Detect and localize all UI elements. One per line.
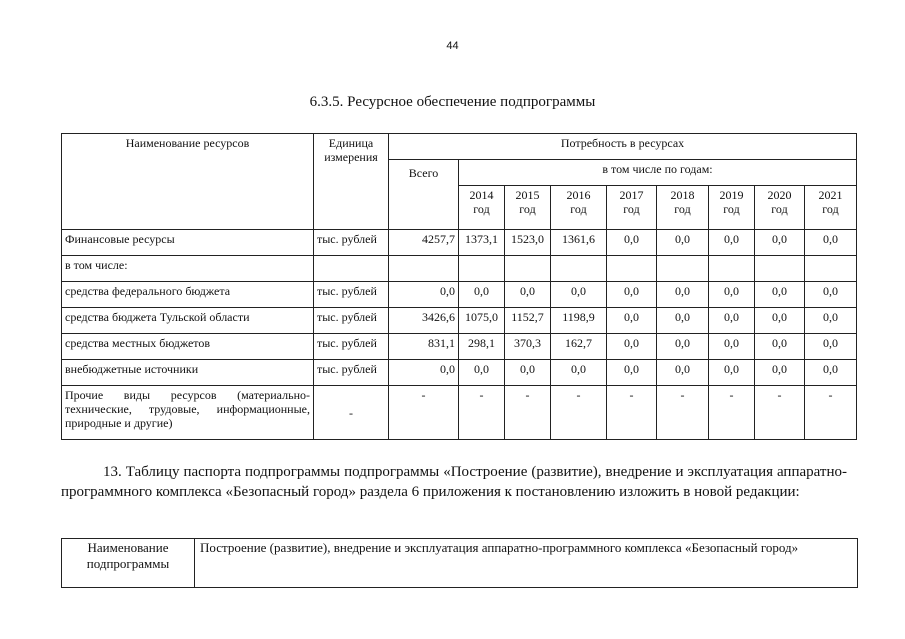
row-unit: - xyxy=(314,386,389,440)
row-value-2021: 0,0 xyxy=(805,282,857,308)
row-value-2014: - xyxy=(459,386,505,440)
row-value-2018: 0,0 xyxy=(657,308,709,334)
year-label: 2014 xyxy=(469,188,494,202)
row-value-2016: 0,0 xyxy=(551,282,607,308)
year-label: 2018 xyxy=(670,188,695,202)
row-value-2019: 0,0 xyxy=(709,282,755,308)
year-label: 2021 xyxy=(818,188,843,202)
row-value-2015: 0,0 xyxy=(505,282,551,308)
year-suffix: год xyxy=(570,202,587,216)
row-value-2015: 1152,7 xyxy=(505,308,551,334)
row-unit: тыс. рублей xyxy=(314,230,389,256)
table-row xyxy=(62,256,857,282)
row-value-2018: 0,0 xyxy=(657,334,709,360)
row-value-2019: 0,0 xyxy=(709,360,755,386)
header-year-2020 xyxy=(755,186,805,230)
header-year-2019 xyxy=(709,186,755,230)
row-value-2018: 0,0 xyxy=(657,230,709,256)
row-value-2016: 162,7 xyxy=(551,334,607,360)
row-value-2015 xyxy=(505,256,551,282)
year-suffix: год xyxy=(473,202,490,216)
row-value-2017 xyxy=(607,256,657,282)
row-value-2015: 1523,0 xyxy=(505,230,551,256)
row-value-2014: 1373,1 xyxy=(459,230,505,256)
row-total: 831,1 xyxy=(389,334,459,360)
header-total: Всего xyxy=(389,160,459,230)
year-suffix: год xyxy=(771,202,788,216)
row-value-2016: 1198,9 xyxy=(551,308,607,334)
row-name: Прочие виды ресурсов (материально-технические, трудовые, информационные, природные и другие) xyxy=(62,386,314,440)
header-year-2014 xyxy=(459,186,505,230)
table-row xyxy=(62,230,857,256)
table-row xyxy=(62,386,857,440)
header-need: Потребность в ресурсах xyxy=(389,134,857,160)
row-value-2015: - xyxy=(505,386,551,440)
year-label: 2017 xyxy=(619,188,644,202)
row-value-2020: 0,0 xyxy=(755,308,805,334)
row-value-2014: 0,0 xyxy=(459,360,505,386)
table-row xyxy=(62,360,857,386)
header-year-2017 xyxy=(607,186,657,230)
row-value-2020 xyxy=(755,256,805,282)
year-suffix: год xyxy=(623,202,640,216)
paragraph-text: 13. Таблицу паспорта подпрограммы подпрограммы «Построение (развитие), внедрение и эксплуатация аппаратно-программного комплекса «Безопасный город» раздела 6 приложения к постановлению изложить в новой редакции: xyxy=(61,464,847,500)
row-value-2016: 1361,6 xyxy=(551,230,607,256)
year-suffix: год xyxy=(822,202,839,216)
year-label: 2016 xyxy=(566,188,591,202)
row-value-2019: 0,0 xyxy=(709,308,755,334)
row-value-2019: - xyxy=(709,386,755,440)
row-total: 0,0 xyxy=(389,282,459,308)
row-value-2017: 0,0 xyxy=(607,334,657,360)
header-year-2015 xyxy=(505,186,551,230)
resource-table xyxy=(61,133,857,440)
year-suffix: год xyxy=(723,202,740,216)
row-value-2016: - xyxy=(551,386,607,440)
row-unit: тыс. рублей xyxy=(314,282,389,308)
page-number: 44 xyxy=(446,40,459,52)
year-label: 2020 xyxy=(767,188,792,202)
passport-label: Наименование подпрограммы xyxy=(62,539,195,588)
section-title: 6.3.5. Ресурсное обеспечение подпрограммы xyxy=(309,94,596,110)
row-value-2020: 0,0 xyxy=(755,230,805,256)
year-label: 2019 xyxy=(719,188,744,202)
row-unit: тыс. рублей xyxy=(314,334,389,360)
row-value-2019: 0,0 xyxy=(709,334,755,360)
passport-table xyxy=(61,538,858,588)
row-value-2014: 0,0 xyxy=(459,282,505,308)
year-suffix: год xyxy=(674,202,691,216)
row-name: в том числе: xyxy=(62,256,314,282)
row-value-2018 xyxy=(657,256,709,282)
row-value-2020: - xyxy=(755,386,805,440)
header-year-2021 xyxy=(805,186,857,230)
row-value-2020: 0,0 xyxy=(755,282,805,308)
paragraph-13 xyxy=(61,462,847,502)
row-value-2021: 0,0 xyxy=(805,308,857,334)
row-value-2020: 0,0 xyxy=(755,334,805,360)
row-value-2018: 0,0 xyxy=(657,282,709,308)
row-value-2016: 0,0 xyxy=(551,360,607,386)
row-total: 3426,6 xyxy=(389,308,459,334)
row-value-2017: - xyxy=(607,386,657,440)
row-value-2017: 0,0 xyxy=(607,360,657,386)
table-row xyxy=(62,282,857,308)
row-value-2015: 0,0 xyxy=(505,360,551,386)
row-name: средства бюджета Тульской области xyxy=(62,308,314,334)
row-value-2017: 0,0 xyxy=(607,308,657,334)
table-row xyxy=(62,334,857,360)
year-label: 2015 xyxy=(515,188,540,202)
row-value-2015: 370,3 xyxy=(505,334,551,360)
header-year-2018 xyxy=(657,186,709,230)
table-row xyxy=(62,308,857,334)
row-name: внебюджетные источники xyxy=(62,360,314,386)
row-total: 0,0 xyxy=(389,360,459,386)
row-value-2018: - xyxy=(657,386,709,440)
row-value-2021 xyxy=(805,256,857,282)
header-resource-name: Наименование ресурсов xyxy=(62,134,314,230)
row-total xyxy=(389,256,459,282)
header-by-years: в том числе по годам: xyxy=(459,160,857,186)
row-value-2017: 0,0 xyxy=(607,230,657,256)
row-value-2020: 0,0 xyxy=(755,360,805,386)
year-suffix: год xyxy=(519,202,536,216)
row-value-2021: 0,0 xyxy=(805,230,857,256)
row-value-2017: 0,0 xyxy=(607,282,657,308)
row-unit: тыс. рублей xyxy=(314,360,389,386)
row-total: - xyxy=(389,386,459,440)
passport-value: Построение (развитие), внедрение и эксплуатация аппаратно-программного комплекса «Безопасный город» xyxy=(195,539,858,588)
row-name: средства федерального бюджета xyxy=(62,282,314,308)
row-value-2019: 0,0 xyxy=(709,230,755,256)
row-value-2021: 0,0 xyxy=(805,360,857,386)
row-value-2019 xyxy=(709,256,755,282)
row-value-2016 xyxy=(551,256,607,282)
row-value-2014 xyxy=(459,256,505,282)
row-value-2014: 298,1 xyxy=(459,334,505,360)
row-total: 4257,7 xyxy=(389,230,459,256)
header-year-2016 xyxy=(551,186,607,230)
row-value-2014: 1075,0 xyxy=(459,308,505,334)
row-value-2021: 0,0 xyxy=(805,334,857,360)
row-unit: тыс. рублей xyxy=(314,308,389,334)
row-name: Финансовые ресурсы xyxy=(62,230,314,256)
row-value-2018: 0,0 xyxy=(657,360,709,386)
row-name: средства местных бюджетов xyxy=(62,334,314,360)
row-value-2021: - xyxy=(805,386,857,440)
header-unit: Единица измерения xyxy=(314,134,389,230)
row-unit xyxy=(314,256,389,282)
